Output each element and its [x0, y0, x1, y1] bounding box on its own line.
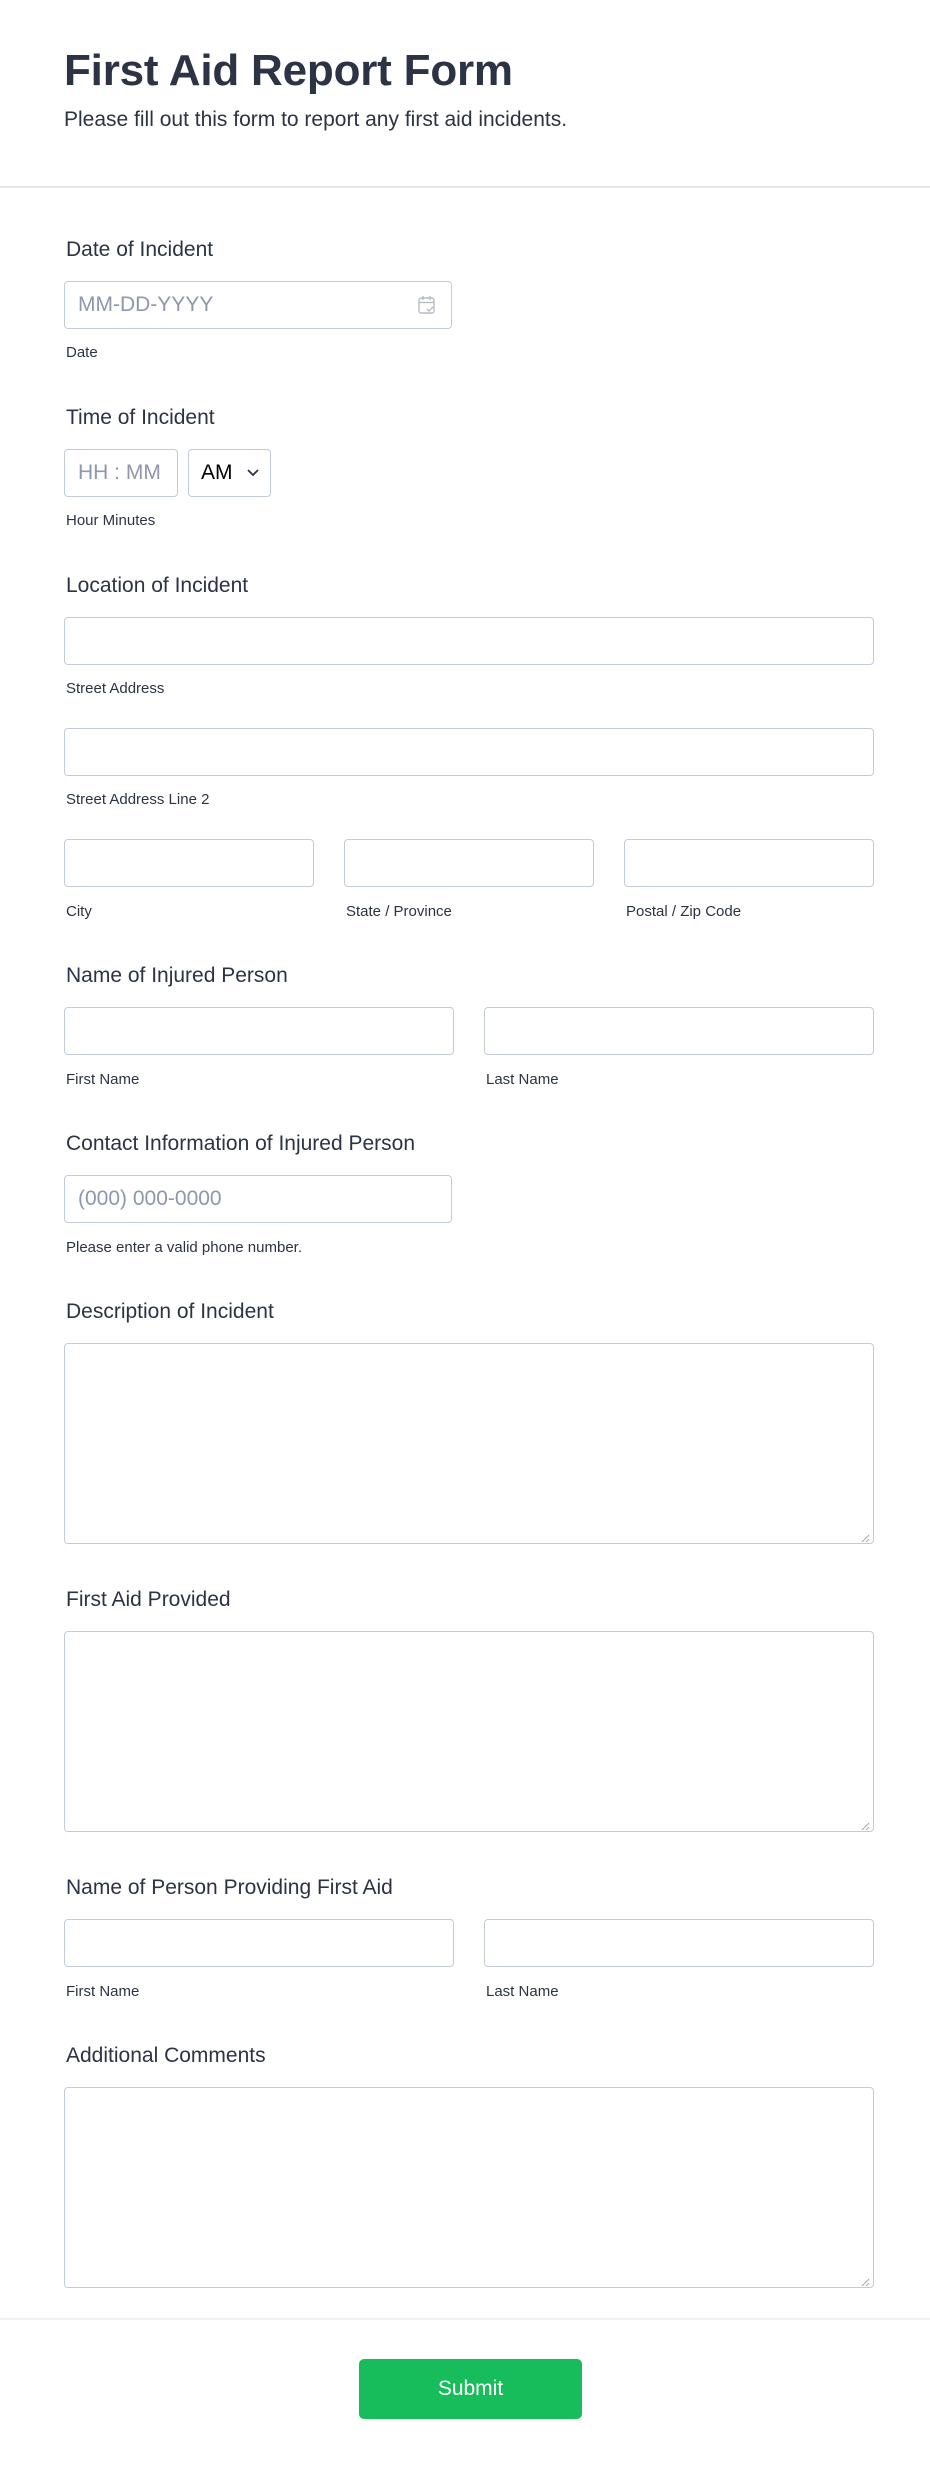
city-sublabel: City [66, 903, 92, 920]
date-sublabel: Date [66, 344, 98, 361]
street-address-input[interactable] [64, 617, 874, 665]
resize-handle-icon[interactable] [860, 2274, 870, 2284]
state-sublabel: State / Province [346, 903, 452, 920]
submit-button[interactable]: Submit [359, 2359, 582, 2419]
calendar-icon[interactable] [417, 294, 437, 316]
street-address-sublabel: Street Address [66, 680, 165, 697]
date-label: Date of Incident [66, 238, 214, 261]
resize-handle-icon[interactable] [860, 1818, 870, 1828]
phone-sublabel: Please enter a valid phone number. [66, 1239, 302, 1256]
time-placeholder: HH : MM [78, 461, 161, 484]
comments-textarea[interactable] [64, 2087, 874, 2288]
injured-last-name-input[interactable] [484, 1007, 874, 1055]
first-aid-label: First Aid Provided [66, 1588, 231, 1611]
city-input[interactable] [64, 839, 314, 887]
chevron-down-icon [246, 466, 260, 480]
form-title: First Aid Report Form [64, 46, 513, 95]
time-input[interactable] [64, 449, 178, 497]
injured-first-name-sublabel: First Name [66, 1071, 140, 1088]
provider-first-name-input[interactable] [64, 1919, 454, 1967]
resize-handle-icon[interactable] [860, 1530, 870, 1540]
zip-sublabel: Postal / Zip Code [626, 903, 742, 920]
time-label: Time of Incident [66, 406, 215, 429]
phone-input[interactable] [64, 1175, 452, 1223]
injured-last-name-sublabel: Last Name [486, 1071, 559, 1088]
injured-first-name-input[interactable] [64, 1007, 454, 1055]
contact-label: Contact Information of Injured Person [66, 1132, 416, 1155]
provider-last-name-sublabel: Last Name [486, 1983, 559, 2000]
footer-divider [0, 2318, 930, 2320]
form-header [0, 0, 930, 188]
ampm-value: AM [201, 461, 233, 484]
zip-input[interactable] [624, 839, 874, 887]
street-address-line2-sublabel: Street Address Line 2 [66, 791, 210, 808]
description-textarea[interactable] [64, 1343, 874, 1544]
date-placeholder: MM-DD-YYYY [78, 293, 214, 316]
form-subtitle: Please fill out this form to report any first aid incidents. [64, 108, 568, 131]
date-input[interactable] [64, 281, 452, 329]
first-aid-textarea[interactable] [64, 1631, 874, 1832]
provider-name-label: Name of Person Providing First Aid [66, 1876, 393, 1899]
phone-placeholder: (000) 000-0000 [78, 1187, 222, 1210]
ampm-select[interactable] [188, 449, 271, 497]
injured-name-label: Name of Injured Person [66, 964, 288, 987]
street-address-line2-input[interactable] [64, 728, 874, 776]
location-label: Location of Incident [66, 574, 249, 597]
provider-first-name-sublabel: First Name [66, 1983, 140, 2000]
description-label: Description of Incident [66, 1300, 274, 1323]
state-input[interactable] [344, 839, 594, 887]
provider-last-name-input[interactable] [484, 1919, 874, 1967]
time-sublabel: Hour Minutes [66, 512, 156, 529]
comments-label: Additional Comments [66, 2044, 266, 2067]
